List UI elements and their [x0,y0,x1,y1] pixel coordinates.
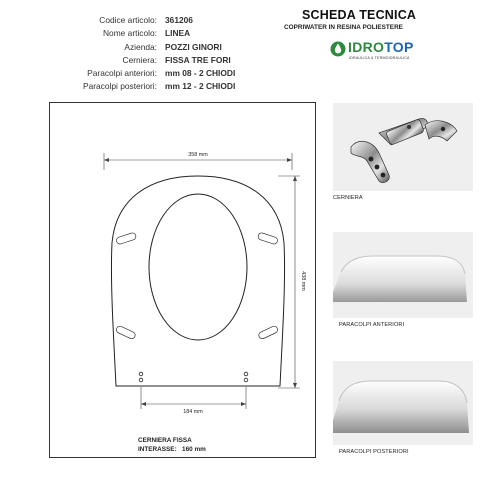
sheet-subtitle: COPRIWATER IN RESINA POLIESTERE [284,24,403,31]
spec-value: FISSA TRE FORI [165,54,231,65]
hinge-image [333,103,473,191]
height-dimension-label: 438 mm [300,271,306,291]
spec-row-cerniera [60,54,235,67]
logo-wordmark [348,39,414,55]
water-drop-icon [330,40,346,58]
spec-label: Azienda: [124,41,157,52]
spec-row-paracolpi-anteriori [60,67,235,80]
drawing-frame [49,102,316,458]
hinge-note: CERNIERA FISSA [138,437,192,444]
seat-drawing [50,103,315,457]
spec-value: mm 08 - 2 CHIODI [165,68,236,79]
front-bumper-caption: PARACOLPI ANTERIORI [339,322,405,328]
spec-value: 361206 [165,15,193,25]
interasse-value: 160 mm [182,446,206,453]
spec-value: LINEA [165,28,191,39]
hinge-photo [333,103,473,191]
interasse-note [138,446,206,453]
spec-row-nome [60,27,235,40]
logo-tagline: IDRAULICA & TERMOIDRAULICA [349,56,410,60]
hinge-caption: CERNIERA [333,195,363,201]
spec-value: POZZI GINORI [165,41,222,52]
spec-label: Codice articolo: [99,15,157,25]
spec-row-azienda [60,41,235,54]
width-dimension-label: 358 mm [188,152,208,158]
spec-label: Paracolpi posteriori: [82,81,157,92]
spec-label: Cerniera: [122,54,157,65]
front-bumper-photo [333,232,473,318]
spec-label: Nome articolo: [103,28,157,39]
spec-row-paracolpi-posteriori [60,80,235,93]
rear-bumper-photo [333,361,473,445]
interasse-label: INTERASSE: [138,446,177,453]
logo-part-1: IDRO [348,39,385,55]
brand-logo [330,38,500,64]
spec-label: Paracolpi anteriori: [87,68,157,79]
front-bumper-image [333,232,473,318]
rear-bumper-caption: PARACOLPI POSTERIORI [339,449,409,455]
spec-value: mm 12 - 2 CHIODI [165,81,236,92]
spec-row-codice [60,14,235,27]
hole-spacing-label: 184 mm [183,409,203,415]
logo-part-2: TOP [384,39,414,55]
spec-table [60,14,235,94]
rear-bumper-image [333,361,473,445]
sheet-title: SCHEDA TECNICA [302,8,417,22]
